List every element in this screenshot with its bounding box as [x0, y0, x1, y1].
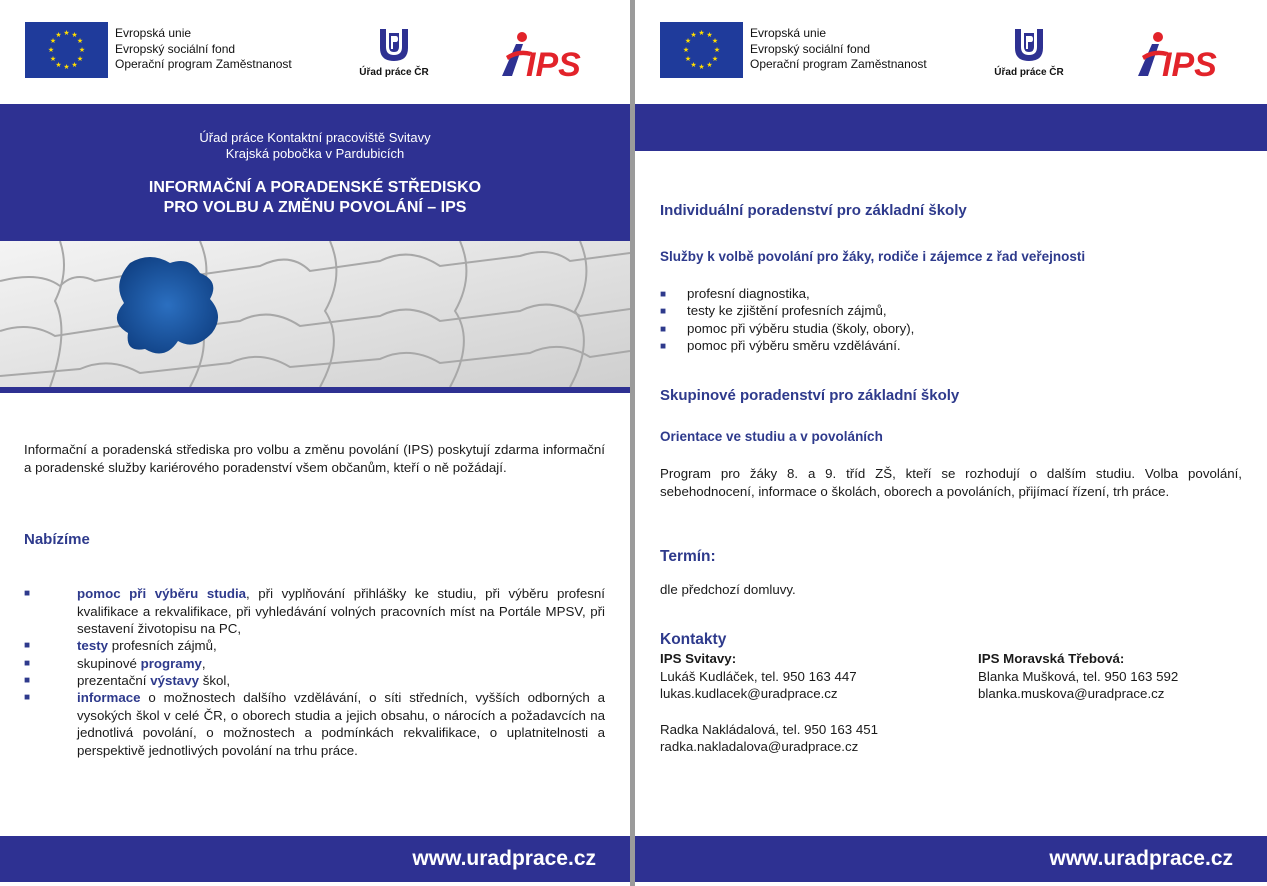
eu-flag-logo: [25, 22, 108, 78]
svg-text:★: ★: [47, 46, 55, 54]
bullet-square-icon: ■: [24, 675, 31, 686]
puzzle-divider: [0, 387, 630, 393]
list-item: ■ prezentační výstavy škol,: [24, 673, 231, 688]
ips-logo-text: IPS: [526, 46, 581, 80]
footer-url[interactable]: www.uradprace.cz: [412, 847, 596, 870]
svg-text:★: ★: [711, 55, 719, 63]
svg-text:★: ★: [55, 61, 62, 69]
svg-text:★: ★: [63, 63, 70, 71]
list-item: ■ testy profesních zájmů,: [24, 638, 217, 653]
contact-email[interactable]: blanka.muskova@uradprace.cz: [978, 686, 1165, 701]
ips-logo: [1132, 30, 1236, 85]
contact-person: Blanka Mušková, tel. 950 163 592: [978, 668, 1179, 684]
intro-paragraph: Informační a poradenská střediska pro volbu a změnu povolání (IPS) poskytují zdarma informační a poradenské služby kariérového poradenství všem občanům, kteří o ně požádají.: [24, 442, 605, 475]
heading-group: Skupinové poradenství pro základní školy: [660, 387, 960, 404]
svg-text:★: ★: [713, 46, 721, 54]
svg-text:★: ★: [711, 37, 719, 45]
eu-text-block: [750, 26, 927, 73]
eu-line: Operační program Zaměstnanost: [750, 57, 927, 71]
svg-text:★: ★: [49, 37, 57, 45]
bullet-square-icon: ■: [660, 289, 667, 300]
bullet-square-icon: ■: [24, 658, 31, 669]
svg-text:★: ★: [698, 63, 705, 71]
contact-email[interactable]: lukas.kudlacek@uradprace.cz: [660, 686, 838, 701]
svg-text:★: ★: [76, 37, 84, 45]
term-text: dle předchozí domluvy.: [660, 582, 796, 597]
office-line-1: Úřad práce Kontaktní pracoviště Svitavy: [199, 130, 431, 145]
program-paragraph: Program pro žáky 8. a 9. tříd ZŠ, kteří se rozhodují o dalším studiu. Volba povolání, sebehodnocení, informace o školách, oborech a povoláních, přijímací řízení, trh práce.: [660, 466, 1242, 499]
list-item: ■ informace o možnostech dalšího vzdělávání, o síti středních, vyšších odborných a vysokých škol v celé ČR, o oborech studia a jejich obsahu, o nárocích a požadavcích na jednotlivá povolání, o možnostech a podmínkách rekvalifikace, o uplatnitelnosti a perspektivě jednotlivých povolání na trhu práce.: [24, 690, 605, 758]
eu-text-block: [115, 26, 292, 73]
contact-block-moravska-trebova: [978, 650, 1178, 703]
list-item: ■ pomoc při výběru směru vzdělávání.: [660, 337, 901, 355]
svg-text:★: ★: [78, 46, 86, 54]
svg-text:★: ★: [698, 29, 705, 37]
eu-line: Evropský sociální fond: [115, 41, 236, 56]
bullet-square-icon: ■: [660, 324, 667, 335]
urad-prace-label: Úřad práce ČR: [994, 67, 1064, 78]
svg-text:★: ★: [49, 55, 57, 63]
svg-text:★: ★: [71, 61, 78, 69]
list-item: ■ pomoc při výběru studia (školy, obory),: [660, 320, 914, 338]
eu-flag-logo: [660, 22, 743, 78]
footer-band: [0, 836, 630, 882]
contact-title: IPS Svitavy:: [660, 651, 737, 666]
contact-title: IPS Moravská Třebová:: [978, 651, 1125, 666]
heading-term: Termín:: [660, 548, 716, 565]
puzzle-image: [0, 241, 630, 387]
list-item: ■ profesní diagnostika,: [660, 285, 810, 303]
left-page: [0, 0, 630, 886]
svg-text:★: ★: [706, 61, 713, 69]
offer-heading: Nabízíme: [24, 531, 90, 548]
header-band: [635, 104, 1267, 151]
header-band: [0, 104, 630, 241]
title-line-2: PRO VOLBU A ZMĚNU POVOLÁNÍ – IPS: [163, 199, 467, 216]
heading-orientation: Orientace ve studiu a v povoláních: [660, 429, 883, 444]
ips-logo: [496, 30, 600, 85]
list-item: ■ skupinové programy,: [24, 656, 206, 671]
heading-individual: Individuální poradenství pro základní školy: [660, 202, 967, 219]
bullet-square-icon: ■: [24, 692, 31, 703]
contact-block-svitavy: [660, 650, 878, 756]
svg-text:★: ★: [71, 31, 78, 39]
svg-text:★: ★: [684, 55, 692, 63]
svg-text:★: ★: [706, 31, 713, 39]
eu-line: Evropský sociální fond: [750, 41, 871, 56]
svg-text:★: ★: [55, 31, 62, 39]
svg-text:★: ★: [63, 29, 70, 37]
bullet-square-icon: ■: [660, 341, 667, 352]
footer-url[interactable]: www.uradprace.cz: [1049, 847, 1233, 870]
office-line-2: Krajská pobočka v Pardubicích: [225, 146, 405, 161]
urad-prace-emblem-icon: [374, 27, 414, 65]
footer-band: [635, 836, 1267, 882]
svg-text:★: ★: [690, 61, 697, 69]
bullet-square-icon: ■: [24, 640, 31, 651]
urad-prace-logo: [353, 27, 435, 78]
urad-prace-logo: [988, 27, 1070, 78]
contact-person: Radka Nakládalová, tel. 950 163 451: [660, 721, 879, 737]
list-item: ■ pomoc při výběru studia, při vyplňování přihlášky ke studiu, při výběru profesní kvalifikace a rekvalifikace, při vyhledávání volných pracovních míst na Portále MPSV, při sestavení životopisu na PC,: [24, 586, 606, 636]
eu-line: Operační program Zaměstnanost: [115, 57, 292, 71]
heading-services: Služby k volbě povolání pro žáky, rodiče i zájemce z řad veřejnosti: [660, 249, 1086, 264]
urad-prace-emblem-icon: [1009, 27, 1049, 65]
contact-person: Lukáš Kudláček, tel. 950 163 447: [660, 668, 857, 684]
eu-line: Evropská unie: [115, 26, 192, 40]
urad-prace-label: Úřad práce ČR: [359, 67, 429, 78]
svg-text:★: ★: [684, 37, 692, 45]
svg-text:★: ★: [682, 46, 690, 54]
svg-text:★: ★: [690, 31, 697, 39]
right-page: [635, 0, 1267, 886]
bullet-square-icon: ■: [24, 588, 31, 599]
ips-logo-text: IPS: [1162, 46, 1217, 80]
contact-email[interactable]: radka.nakladalova@uradprace.cz: [660, 739, 859, 754]
bullet-square-icon: ■: [660, 306, 667, 317]
list-item: ■ testy ke zjištění profesních zájmů,: [660, 302, 887, 320]
svg-text:★: ★: [76, 55, 84, 63]
heading-contacts: Kontakty: [660, 631, 727, 648]
eu-line: Evropská unie: [750, 26, 827, 40]
title-line-1: INFORMAČNÍ A PORADENSKÉ STŘEDISKO: [148, 179, 482, 196]
